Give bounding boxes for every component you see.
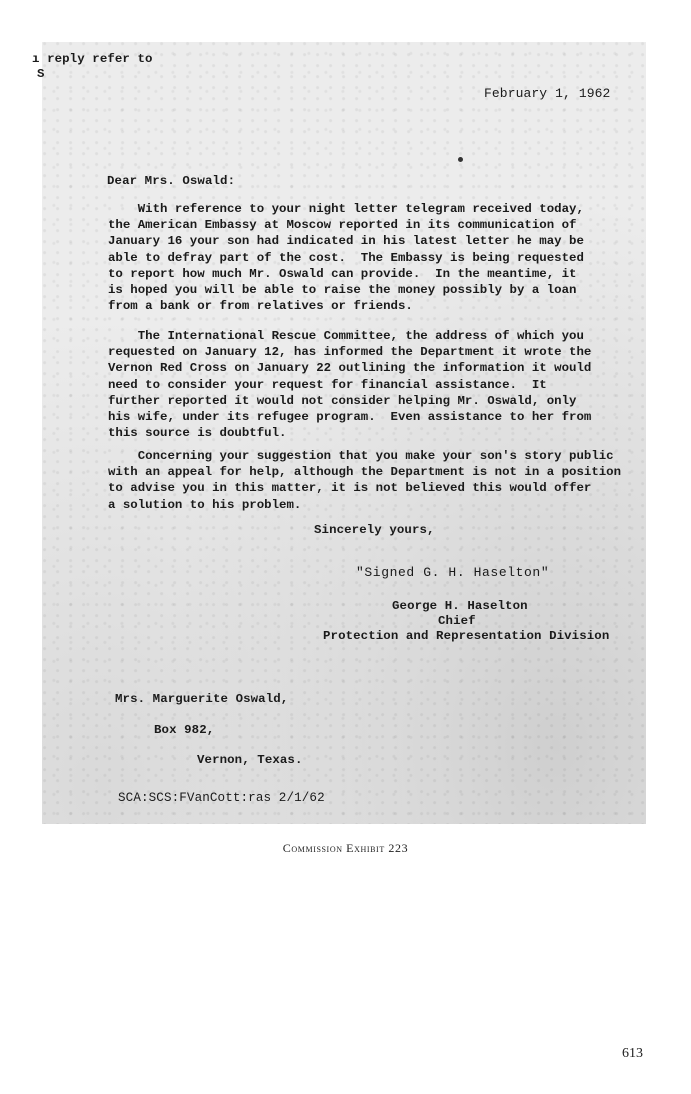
addressee-box: Box 982, (154, 723, 215, 737)
paragraph-2: The International Rescue Committee, the address of which you requested on January 12, has informed the Department it wrote the Vernon Red Cross on January 22 outlining the information it would need to consider your request for financial assistance. It further reported it would not consider helping Mr. Oswald, only his wife, under its refugee program. Even assistance to her from this source is doubtful. (108, 329, 592, 441)
letter-date: February 1, 1962 (484, 86, 611, 101)
salutation: Dear Mrs. Oswald: (107, 174, 236, 188)
signer-division: Protection and Representation Division (323, 629, 610, 643)
reply-reference-line-1: ı reply refer to (32, 52, 153, 66)
ink-dot (458, 157, 463, 162)
reply-reference-line-2: S (37, 67, 45, 81)
exhibit-caption: Commission Exhibit 223 (282, 841, 409, 855)
signed-line: "Signed G. H. Haselton" (356, 565, 550, 580)
closing: Sincerely yours, (314, 523, 435, 537)
addressee-city: Vernon, Texas. (197, 753, 303, 767)
paragraph-3: Concerning your suggestion that you make your son's story public with an appeal for help, although the Department is not in a position to advise you in this matter, it is not believed this would offer a solution to his problem. (108, 449, 622, 512)
signer-name: George H. Haselton (392, 599, 528, 613)
signer-title: Chief (438, 614, 476, 628)
reference-code: SCA:SCS:FVanCott:ras 2/1/62 (118, 791, 325, 805)
page-number: 613 (622, 1046, 643, 1061)
addressee-name: Mrs. Marguerite Oswald, (115, 692, 289, 706)
paragraph-1: With reference to your night letter telegram received today, the American Embassy at Moscow reported in its communication of January 16 your son had indicated in his latest letter he may be able to defray part of the cost. The Embassy is being requested to report how much Mr. Oswald can provide. In the meantime, it is hoped you will be able to raise the money possibly by a loan from a bank or from relatives or friends. (108, 202, 584, 314)
